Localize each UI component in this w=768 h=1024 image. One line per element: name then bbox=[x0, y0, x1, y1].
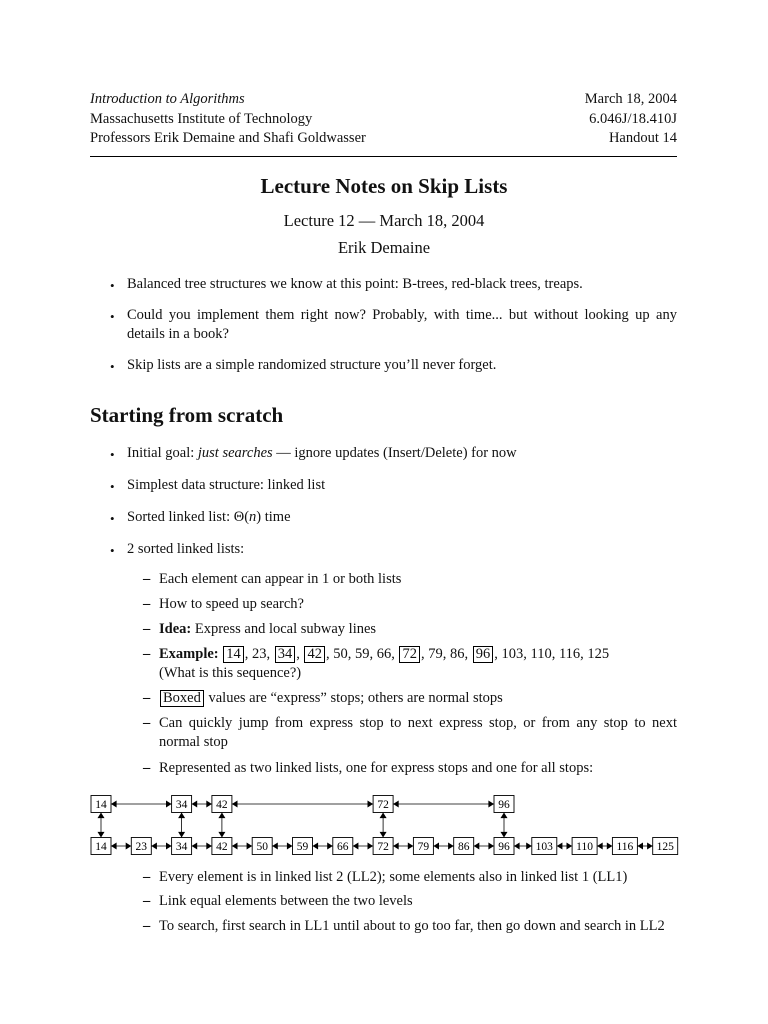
sequence-value: 86 bbox=[449, 646, 465, 662]
ll2-node-label: 42 bbox=[216, 841, 228, 853]
ll2-node-label: 86 bbox=[457, 841, 470, 853]
ll2-node-label: 125 bbox=[656, 841, 674, 853]
handout-header bbox=[90, 90, 677, 149]
sub-bullet: – Link equal elements between the two levels bbox=[140, 892, 677, 911]
author: Erik Demaine bbox=[337, 238, 431, 257]
institution: Massachusetts Institute of Technology bbox=[90, 110, 313, 127]
handout-number: Handout 14 bbox=[608, 130, 677, 146]
skip-list-diagram bbox=[0, 780, 768, 870]
sub-bullet: – Represented as two linked lists, one for express stops and one for all stops: bbox=[140, 759, 677, 778]
intro-bullet-list bbox=[90, 275, 677, 375]
sequence-value: 23 bbox=[251, 646, 267, 662]
section-heading: Starting from scratch bbox=[90, 403, 284, 427]
sub-bullet: – Every element is in linked list 2 (LL2); some elements also in linked list 1 (LL1) bbox=[140, 868, 677, 887]
handout-date: March 18, 2004 bbox=[584, 91, 677, 107]
ll1-node-label: 72 bbox=[377, 799, 389, 811]
intro-bullet: • Could you implement them right now? Probably, with time... but without looking up any details in a book? bbox=[90, 306, 677, 344]
sorted-prefix: Sorted linked list: Θ( bbox=[127, 509, 250, 525]
sub-bullet bbox=[140, 689, 677, 708]
idea-label: Idea: bbox=[159, 621, 192, 637]
lecture-subtitle: Lecture 12 — March 18, 2004 bbox=[283, 211, 485, 230]
section-bullet bbox=[90, 508, 677, 527]
goal-suffix: — ignore updates (Insert/Delete) for now bbox=[272, 445, 517, 461]
section-bullet-list bbox=[90, 444, 677, 559]
ll1-node-label: 14 bbox=[95, 799, 107, 811]
section-bullet: • 2 sorted linked lists: bbox=[90, 540, 677, 559]
ll2-node-label: 79 bbox=[417, 841, 430, 853]
ll1-node-label: 96 bbox=[498, 799, 510, 811]
example-sequence: 14 , 23, 34 , 42 , 50, 59, 66, 72 , 79, 86, 96 , 103, 110, 116, 125 bbox=[222, 646, 609, 662]
page-title: Lecture Notes on Skip Lists bbox=[260, 174, 508, 198]
section-bullet bbox=[90, 444, 677, 463]
sequence-value: 110 bbox=[530, 646, 552, 662]
sequence-value: 59 bbox=[354, 646, 370, 662]
sub-bullet: – How to speed up search? bbox=[140, 595, 677, 614]
sub-bullet bbox=[140, 620, 677, 639]
sequence-value-boxed: 34 bbox=[275, 646, 296, 663]
boxed-example: Boxed bbox=[160, 690, 204, 707]
sequence-value: 103 bbox=[501, 646, 524, 662]
sequence-value: 125 bbox=[587, 646, 610, 662]
sub-bullet: – Each element can appear in 1 or both lists bbox=[140, 570, 677, 589]
sub-bullet: – Can quickly jump from express stop to next express stop, or from any stop to next normal stop bbox=[140, 714, 677, 752]
sequence-value-boxed: 42 bbox=[304, 646, 325, 663]
idea-text: Express and local subway lines bbox=[191, 621, 377, 637]
example-note: (What is this sequence?) bbox=[159, 665, 302, 681]
sorted-variable: n bbox=[249, 509, 257, 525]
course-name: Introduction to Algorithms bbox=[90, 91, 245, 107]
intro-bullet: • Balanced tree structures we know at this point: B-trees, red-black trees, treaps. bbox=[90, 275, 677, 294]
ll1-node-label: 34 bbox=[175, 799, 188, 811]
example-label: Example: bbox=[159, 646, 219, 662]
sorted-suffix: ) time bbox=[256, 509, 291, 525]
ll2-node-label: 66 bbox=[337, 841, 349, 853]
intro-bullet: • Skip lists are a simple randomized structure you’ll never forget. bbox=[90, 356, 677, 375]
ll2-node-label: 34 bbox=[175, 841, 188, 853]
ll2-node-label: 116 bbox=[616, 841, 634, 853]
professors: Professors Erik Demaine and Shafi Goldwasser bbox=[90, 130, 366, 146]
ll2-node-label: 103 bbox=[535, 841, 553, 853]
sequence-value: 116 bbox=[558, 646, 581, 662]
ll2-node-label: 59 bbox=[296, 841, 309, 853]
sequence-value: 79 bbox=[428, 646, 443, 662]
sub-bullet bbox=[140, 645, 677, 683]
header-divider bbox=[90, 156, 677, 157]
ll2-node-label: 23 bbox=[135, 841, 148, 853]
section-bullet: • Simplest data structure: linked list bbox=[90, 476, 677, 495]
sequence-value-boxed: 72 bbox=[399, 646, 420, 663]
sequence-value: 66 bbox=[376, 646, 392, 662]
ll2-node-label: 14 bbox=[95, 841, 107, 853]
boxed-text: values are “express” stops; others are normal stops bbox=[204, 690, 503, 706]
goal-prefix: Initial goal: bbox=[127, 445, 198, 461]
ll2-node-label: 110 bbox=[576, 841, 594, 853]
ll2-node-label: 72 bbox=[377, 841, 389, 853]
ll1-node-label: 42 bbox=[216, 799, 228, 811]
ll2-node-label: 96 bbox=[498, 841, 510, 853]
sub-bullet: – To search, first search in LL1 until about to go too far, then go down and search in LL2 bbox=[140, 917, 677, 936]
ll2-node-label: 50 bbox=[256, 841, 268, 853]
sequence-value: 50 bbox=[333, 646, 348, 662]
sequence-value-boxed: 14 bbox=[223, 646, 244, 663]
course-number: 6.046J/18.410J bbox=[589, 110, 677, 127]
sequence-value-boxed: 96 bbox=[473, 646, 494, 663]
goal-emphasis: just searches bbox=[197, 445, 273, 461]
